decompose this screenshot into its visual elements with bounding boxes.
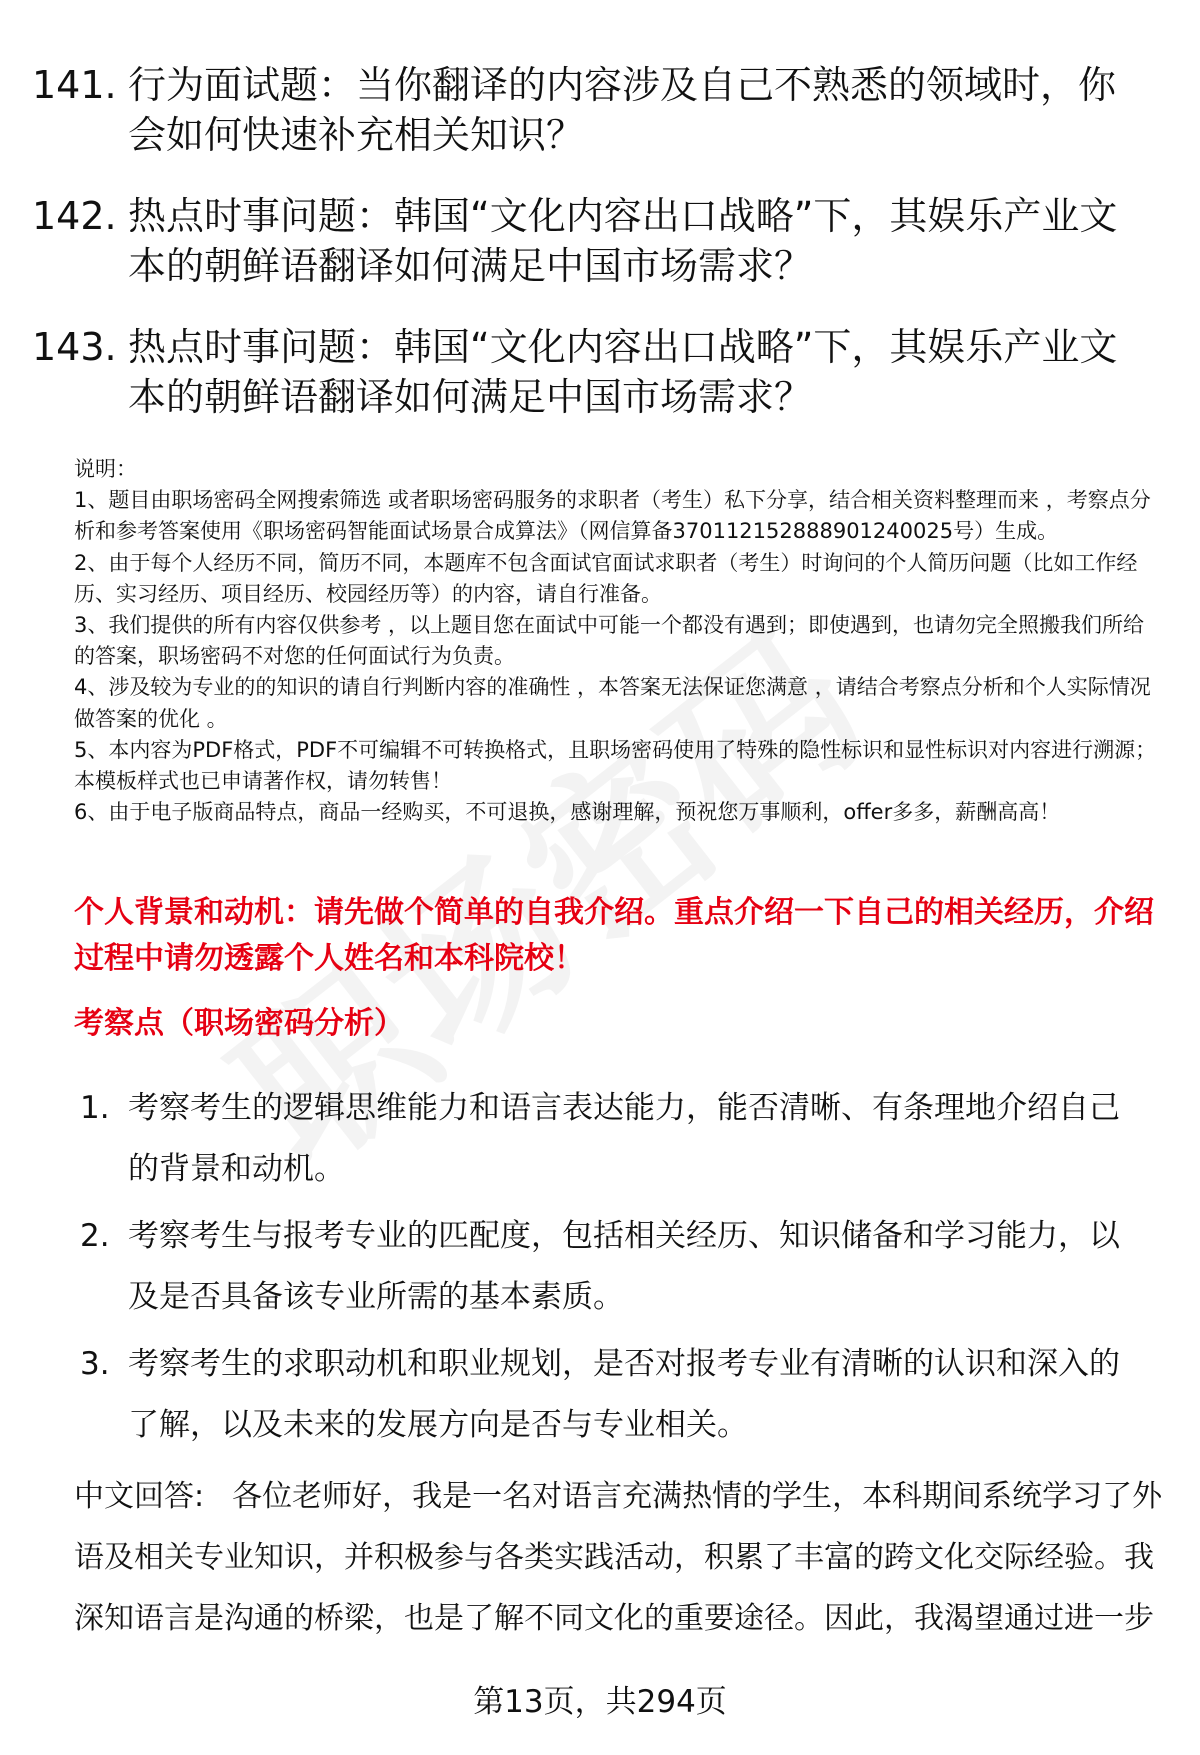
answer-label: 中文回答: [74, 1479, 205, 1514]
question-number: 142. [32, 194, 117, 238]
point-text: 考察考生与报考专业的匹配度，包括相关经历、知识储备和学习能力，以及是否具备该专业所需的基本素质。 [128, 1218, 1120, 1315]
note-item: 5、本内容为PDF格式，PDF不可编辑不可转换格式，且职场密码使用了特殊的隐性标识和显性标识对内容进行溯源；本模板样式也已申请著作权，请勿转售！ [74, 737, 1157, 794]
point-number: 1. [80, 1090, 110, 1126]
chinese-answer [74, 1466, 1164, 1649]
question-text: 行为面试题：当你翻译的内容涉及自己不熟悉的领域时，你会如何快速补充相关知识？ [128, 63, 1117, 157]
motive-question: 个人背景和动机：请先做个简单的自我介绍。重点介绍一下自己的相关经历，介绍过程中请勿透露个人姓名和本科院校！ [74, 895, 1154, 976]
point-number: 2. [80, 1218, 110, 1254]
note-item: 2、由于每个人经历不同，简历不同，本题库不包含面试官面试求职者（考生）时询问的个人简历问题（比如工作经历、实习经历、项目经历、校园经历等）的内容，请自行准备。 [74, 550, 1138, 606]
assessment-point [80, 1334, 1160, 1456]
point-number: 3. [80, 1346, 110, 1382]
note-item: 4、涉及较为专业的的知识的请自行判断内容的准确性 ，本答案无法保证您满意 ，请结合考察点分析和个人实际情况做答案的优化 。 [74, 675, 1151, 731]
notes-title: 说明： [74, 457, 137, 481]
question-text: 热点时事问题：韩国“文化内容出口战略”下，其娱乐产业文本的朝鲜语翻译如何满足中国市场需求？ [128, 325, 1118, 419]
question-number: 141. [32, 63, 117, 107]
answer-text: 各位老师好，我是一名对语言充满热情的学生，本科期间系统学习了外语及相关专业知识，并积极参与各类实践活动，积累了丰富的跨文化交际经验。我深知语言是沟通的桥梁，也是了解不同文化的重要途径。因此，我渴望通过进一步 [74, 1479, 1163, 1636]
assessment-points-list [80, 1078, 1160, 1462]
note-item: 3、我们提供的所有内容仅供参考 ，以上题目您在面试中可能一个都没有遇到；即使遇到，也请勿完全照搬我们所给的答案，职场密码不对您的任何面试行为负责。 [74, 613, 1145, 669]
question-item [32, 191, 1152, 291]
notes-section [74, 454, 1164, 828]
assessment-point [80, 1206, 1160, 1328]
point-text: 考察考生的逻辑思维能力和语言表达能力，能否清晰、有条理地介绍自己的背景和动机。 [128, 1090, 1120, 1187]
point-text: 考察考生的求职动机和职业规划，是否对报考专业有清晰的认识和深入的了解，以及未来的发展方向是否与专业相关。 [128, 1346, 1120, 1443]
assessment-points-title: 考察点（职场密码分析） [74, 1006, 404, 1041]
question-item [32, 60, 1152, 160]
question-list [32, 60, 1152, 453]
assessment-point [80, 1078, 1160, 1200]
note-item: 6、由于电子版商品特点，商品一经购买，不可退换，感谢理解，预祝您万事顺利，offer多多，薪酬高高！ [74, 800, 1061, 825]
note-item: 1、题目由职场密码全网搜索筛选 或者职场密码服务的求职者（考生）私下分享，结合相关资料整理而来 ，考察点分析和参考答案使用《职场密码智能面试场景合成算法》（网信算备370112152888901240025号）生成。 [74, 488, 1151, 544]
question-item [32, 322, 1152, 422]
question-text: 热点时事问题：韩国“文化内容出口战略”下，其娱乐产业文本的朝鲜语翻译如何满足中国市场需求？ [128, 194, 1118, 288]
page-footer: 第13页，共294页 [473, 1684, 727, 1720]
question-number: 143. [32, 325, 117, 369]
